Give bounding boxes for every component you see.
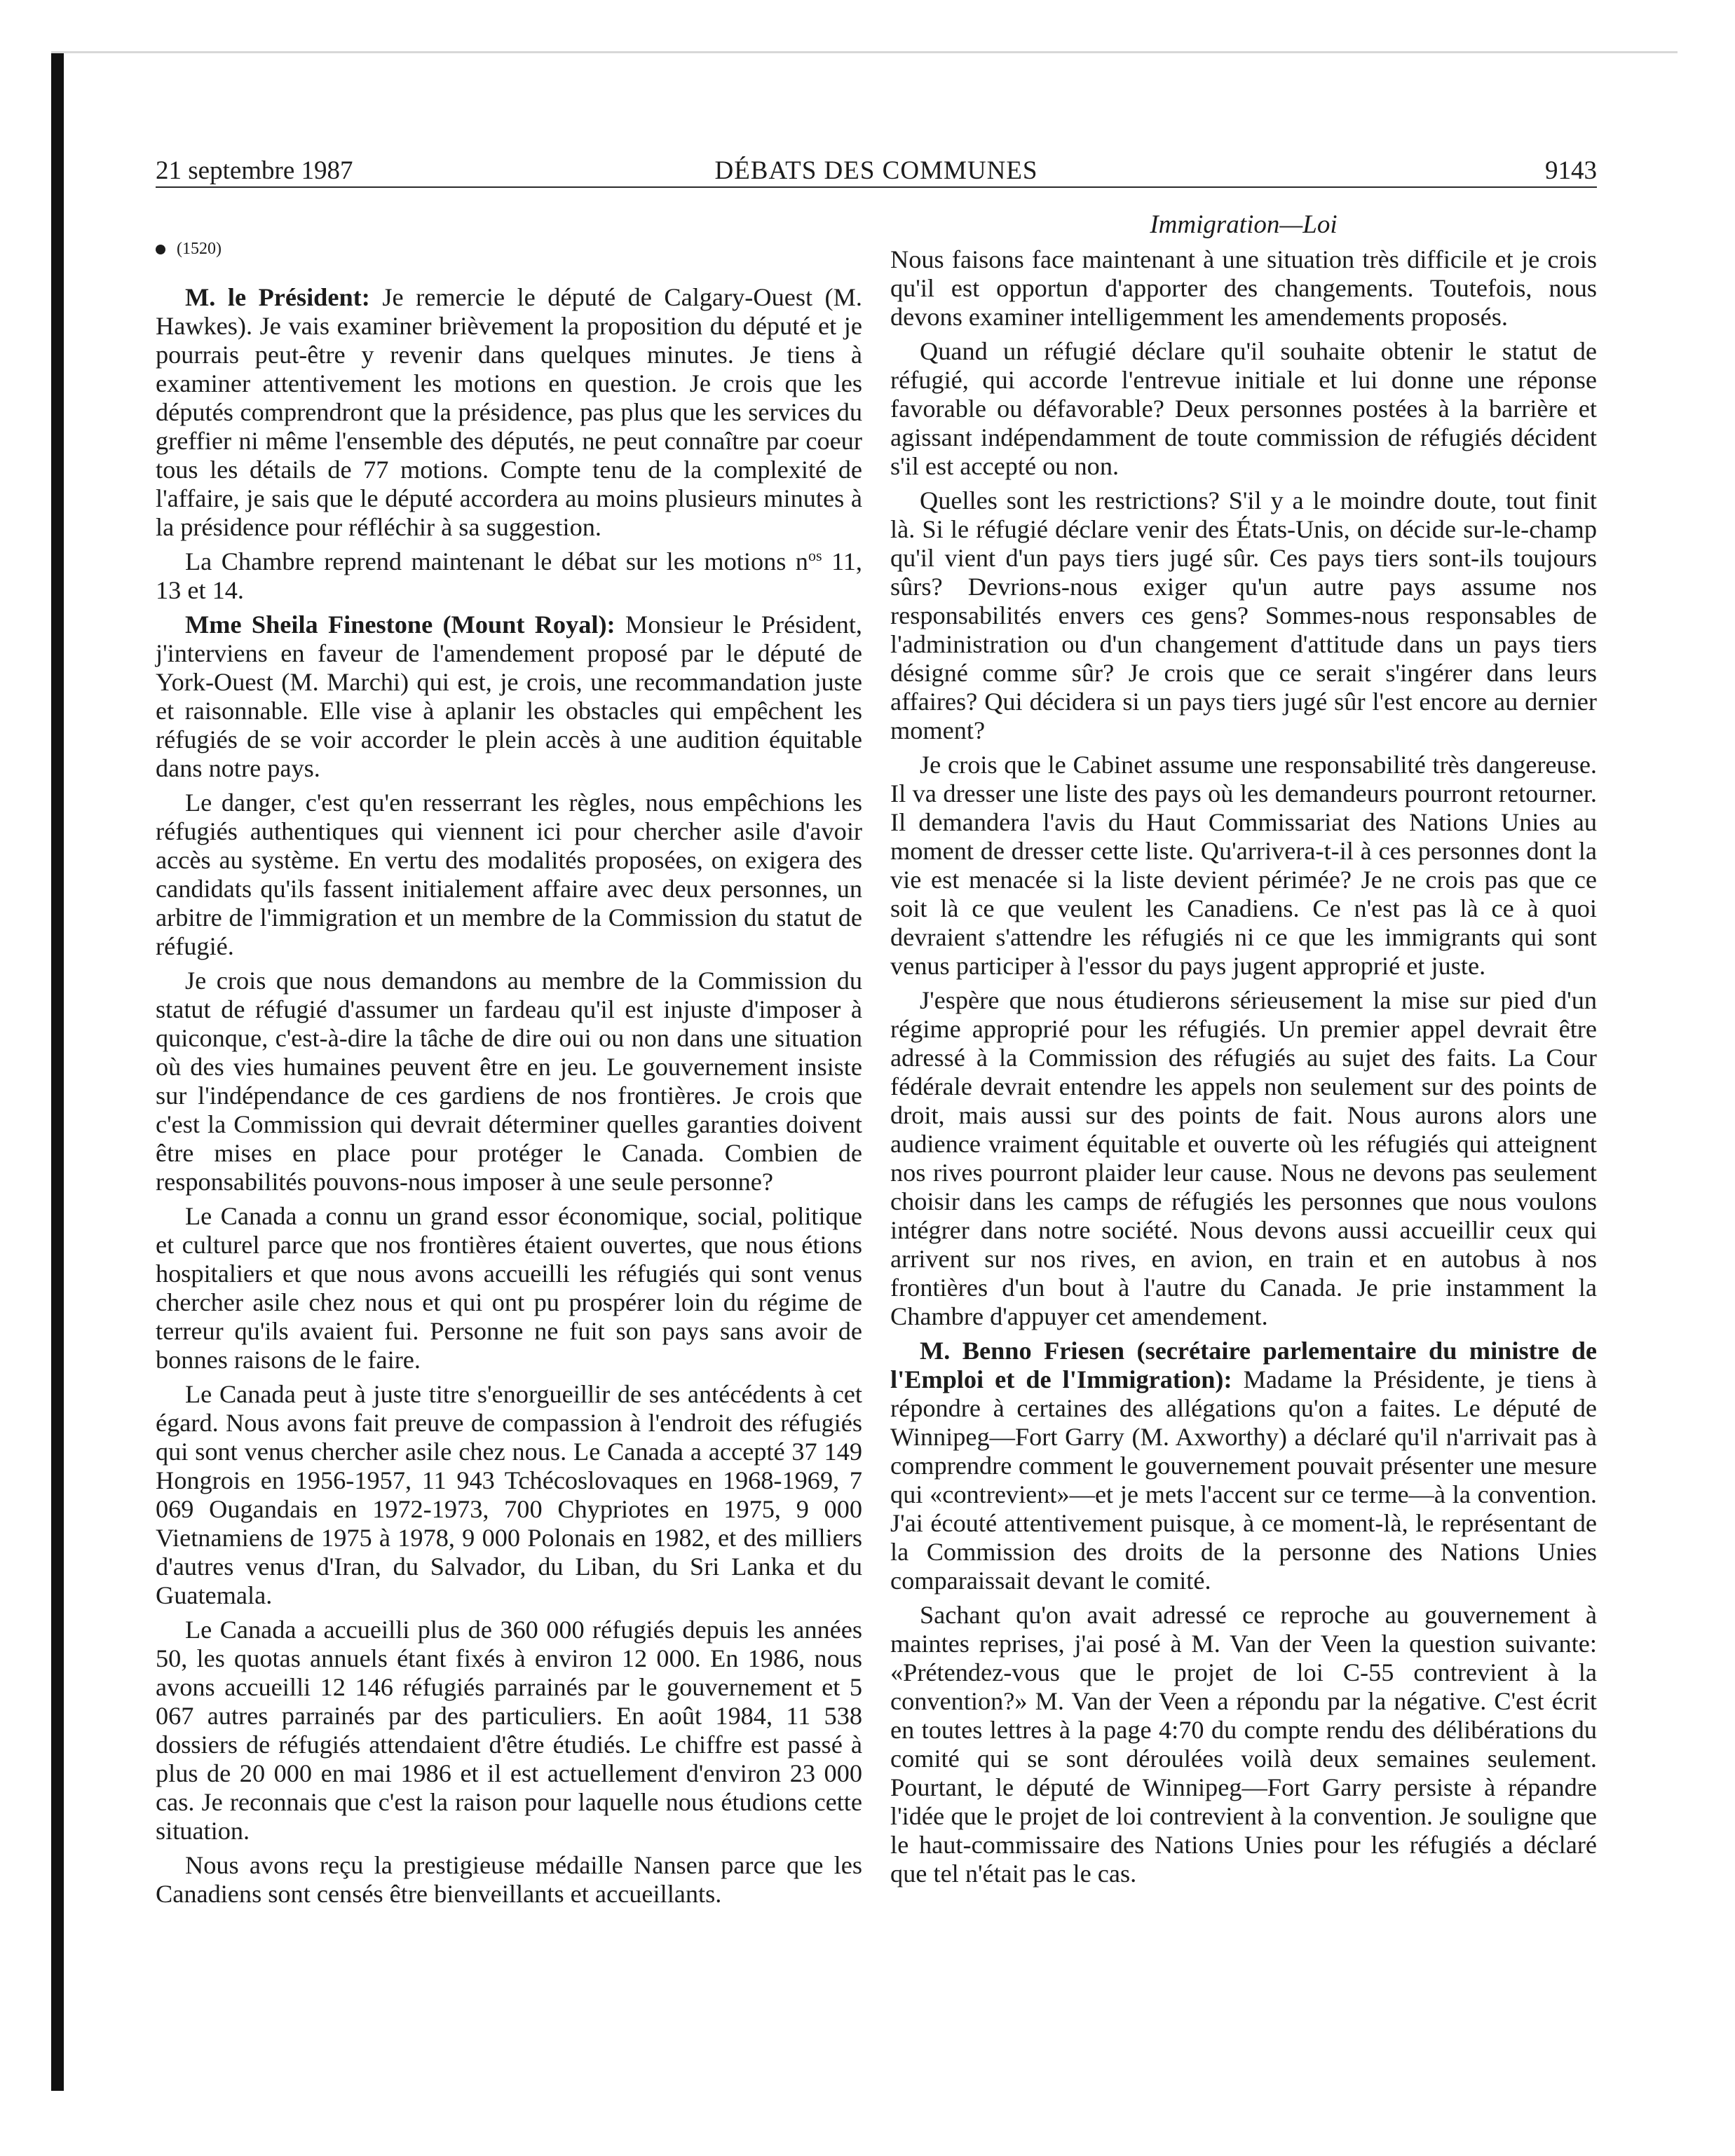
paragraph: Je crois que nous demandons au membre de la Commission du statut de réfugié d'assumer un fardeau qu'il est injuste d'imposer à quiconque, c'est-à-dire la tâche de dire oui ou non dans une situation où des vies humaines peuvent être en jeu. Le gouvernement insiste sur l'indépendance de ces gardiens de nos frontières. Je crois que c'est la Commission qui devrait déterminer quelles garanties doivent être mises en place pour protéger le Canada. Combien de responsabilités pouvons-nous imposer à une seule personne? — [156, 967, 862, 1196]
paragraph: Sachant qu'on avait adressé ce reproche au gouvernement à maintes reprises, j'ai posé à M. Van der Veen la question suivante: «Prétendez-vous que le projet de loi C-55 contrevient à la convention?» M. Van der Veen a répondu par la négative. C'est écrit en toutes lettres à la page 4:70 du compte rendu des délibérations du comité qui se sont déroulées voilà deux semaines seulement. Pourtant, le député de Winnipeg—Fort Garry persiste à répandre l'idée que le projet de loi contrevient à la convention. Je souligne que le haut-commissaire des Nations Unies pour les réfugiés a déclaré que tel n'était pas le cas. — [890, 1601, 1597, 1888]
left-column — [156, 238, 862, 1914]
scan-top-border — [51, 51, 1678, 53]
paragraph: Je crois que le Cabinet assume une responsabilité très dangereuse. Il va dresser une liste des pays où les demandeurs pourront retourner. Il demandera l'avis du Haut Commissariat des Nations Unies au moment de dresser cette liste. Qu'arrivera-t-il à ces personnes dont la vie est menacée si la liste devient périmée? Je ne crois pas que ce soit là ce que veulent les Canadiens. Ce n'est pas là ce à quoi devraient s'attendre les réfugiés ni ce que les immigrants qui sont venus participer à l'essor du pays jugent approprié et juste. — [890, 751, 1597, 980]
speaker-name: Mme Sheila Finestone (Mount Royal): — [185, 610, 615, 639]
header-date: 21 septembre 1987 — [156, 156, 353, 185]
bullet-icon — [156, 245, 165, 254]
paragraph: Le Canada a accueilli plus de 360 000 réfugiés depuis les années 50, les quotas annuels étant fixés à environ 12 000. En 1986, nous avons accueilli 12 146 réfugiés parrainés par le gouvernement et 5 067 autres parrainés par des particuliers. En août 1984, 11 538 dossiers de réfugiés attendaient d'être étudiés. Le chiffre est passé à plus de 20 000 en mai 1986 et il est actuellement d'environ 23 000 cas. Je reconnais que c'est la raison pour laquelle nous étudions cette situation. — [156, 1616, 862, 1845]
header-rule — [156, 186, 1597, 188]
header-page-number: 9143 — [1545, 156, 1597, 185]
paragraph: Le Canada a connu un grand essor économique, social, politique et culturel parce que nos frontières étaient ouvertes, que nous étions hospitaliers et que nous avons accueilli les réfugiés qui sont venus chercher asile chez nous et qui ont pu prospérer loin du régime de terreur qu'ils avaient fui. Personne ne fuit son pays sans avoir de bonnes raisons de le faire. — [156, 1202, 862, 1374]
paragraph: Quelles sont les restrictions? S'il y a le moindre doute, tout finit là. Si le réfugié déclare venir des États-Unis, on décide sur-le-champ qu'il vient d'un pays tiers jugé sûr. Ces pays tiers sont-ils toujours sûrs? Devrions-nous exiger qu'un autre pays assume nos responsabilités envers ces gens? Sommes-nous responsables de l'administration ou d'un changement d'attitude dans un pays tiers désigné comme sûr? Je crois que ce serait s'ingérer dans leurs affaires? Qui décidera si un pays tiers jugé sûr l'est encore au dernier moment? — [890, 486, 1597, 744]
paragraph: J'espère que nous étudierons sérieusement la mise sur pied d'un régime approprié pour les réfugiés. Un premier appel devrait être adressé à la Commission des réfugiés au sujet des faits. La Cour fédérale devrait entendre les appels non seulement sur des points de droit, mais aussi sur des points de fait. Nous aurons alors une audience vraiment équitable et ouverte où les réfugiés qui atteignent nos rives pourront plaider leur cause. Nous ne devons pas seulement choisir dans les camps de réfugiés les personnes que nous voulons intégrer dans notre société. Nous devons aussi accueillir ceux qui arrivent sur nos rives, en avion, en train et en autobus à nos frontières d'un bout à l'autre du Canada. Je prie instamment la Chambre d'appuyer cet amendement. — [890, 986, 1597, 1330]
paragraph: M. Benno Friesen (secrétaire parlementaire du ministre de l'Emploi et de l'Immigration): Madame la Présidente, je tiens à répondre à certaines des allégations qu'on a faites. Le député de Winnipeg—Fort Garry (M. Axworthy) a déclaré qu'il n'arrivait pas à comprendre comment le gouvernement pouvait présenter une mesure qui «contrevient»—et je mets l'accent sur ce terme—à la convention. J'ai écouté attentivement puisque, à ce moment-là, le représentant de la Commission des droits de la personne des Nations Unies comparaissait devant le comité. — [890, 1337, 1597, 1595]
paragraph: Mme Sheila Finestone (Mount Royal): Monsieur le Président, j'interviens en faveur de l'amendement proposé par le député de York-Ouest (M. Marchi) qui est, je crois, une recommandation juste et raisonnable. Elle vise à aplanir les obstacles qui empêchent les réfugiés de se voir accorder le plein accès à une audition équitable dans notre pays. — [156, 610, 862, 782]
paragraph: Le danger, c'est qu'en resserrant les règles, nous empêchions les réfugiés authentiques qui viennent ici pour chercher asile d'avoir accès au système. En vertu des modalités proposées, on exigera des candidats qu'ils fassent initialement affaire avec deux personnes, un arbitre de l'immigration et un membre de la Commission du statut de réfugié. — [156, 789, 862, 960]
paragraph: Quand un réfugié déclare qu'il souhaite obtenir le statut de réfugié, qui accorde l'entrevue initiale et lui donne une réponse favorable ou défavorable? Deux personnes postées à la barrière et agissant indépendamment de toute commission de réfugiés décident s'il est accepté ou non. — [890, 337, 1597, 480]
paragraph: Nous faisons face maintenant à une situation très difficile et je crois qu'il est opportun d'apporter des changements. Toutefois, nous devons examiner intelligemment les amendements proposés. — [890, 245, 1597, 331]
time-marker: (1520) — [156, 238, 862, 259]
paragraph: Le Canada peut à juste titre s'enorgueillir de ses antécédents à cet égard. Nous avons fait preuve de compassion à l'endroit des réfugiés qui sont venus chercher asile chez nous. Le Canada a accepté 37 149 Hongrois en 1956-1957, 11 943 Tchécoslovaques en 1968-1969, 7 069 Ougandais en 1972-1973, 700 Chypriotes en 1975, 9 000 Vietnamiens de 1975 à 1978, 9 000 Polonais en 1982, et des milliers d'autres venus d'Iran, du Salvador, du Liban, du Sri Lanka et du Guatemala. — [156, 1380, 862, 1609]
paragraph: Nous avons reçu la prestigieuse médaille Nansen parce que les Canadiens sont censés être bienveillants et accueillants. — [156, 1851, 862, 1908]
scan-binding-edge — [51, 51, 64, 2091]
paragraph: M. le Président: Je remercie le député de Calgary-Ouest (M. Hawkes). Je vais examiner brièvement la proposition du député et je pourrais peut-être y revenir dans quelques minutes. Je tiens à examiner attentivement les motions en question. Je crois que les députés comprendront que la présidence, pas plus que les services du greffier ni même l'ensemble des députés, ne peut connaître par coeur tous les détails de 77 motions. Compte tenu de la complexité de l'affaire, je sais que le député accordera au moins plusieurs minutes à la présidence pour réfléchir à sa suggestion. — [156, 283, 862, 541]
section-rubric: Immigration—Loi — [1150, 210, 1338, 239]
paragraph: La Chambre reprend maintenant le débat sur les motions $n^{os}$ 11, 13 et 14. — [156, 546, 862, 604]
header-title: DÉBATS DES COMMUNES — [714, 156, 1038, 185]
right-column — [890, 210, 1597, 1894]
speaker-name: M. le Président: — [185, 283, 370, 311]
speaker-name: M. Benno Friesen (secrétaire parlementaire du ministre de l'Emploi et de l'Immigration): — [890, 1337, 1597, 1393]
